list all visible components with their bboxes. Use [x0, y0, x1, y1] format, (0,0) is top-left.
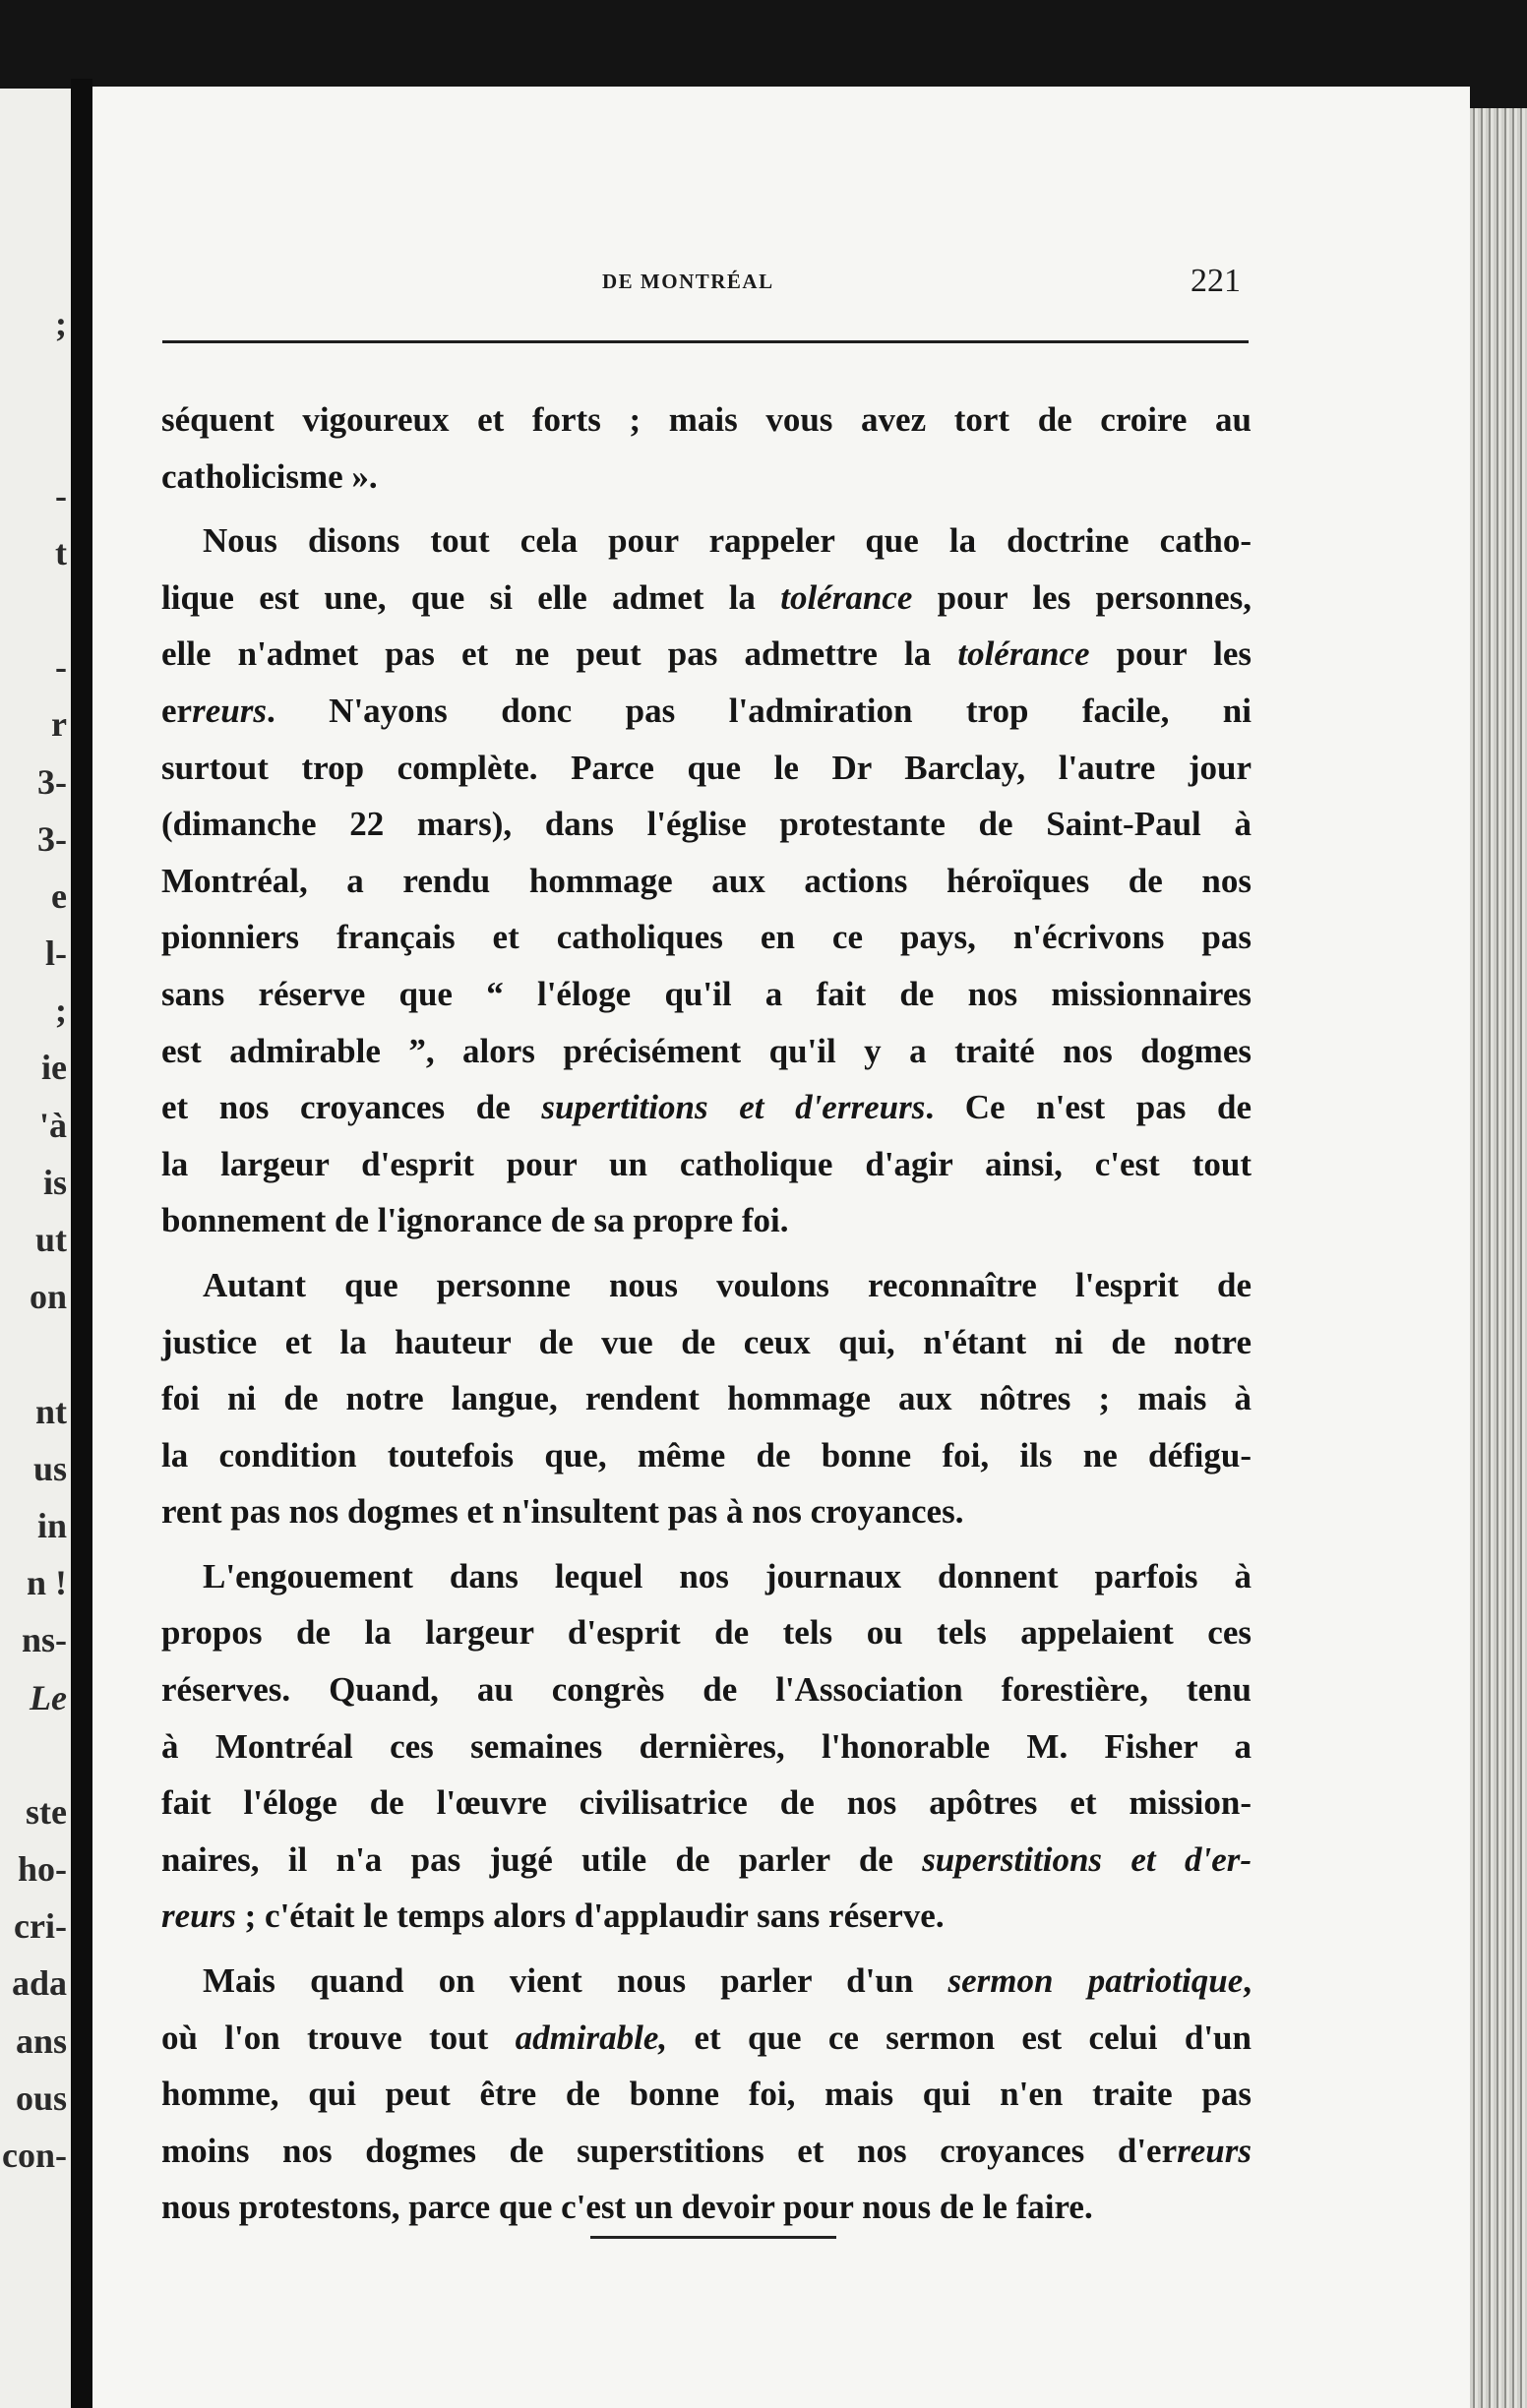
paragraph	[161, 1953, 1252, 2236]
text-line: la largeur d'esprit pour un catholique d'agir ainsi, c'est tout	[161, 1144, 1252, 1183]
text-line: rent pas nos dogmes et n'insultent pas à nos croyances.	[161, 1492, 964, 1532]
facing-page-fragment: ut	[34, 1220, 67, 1259]
facing-page-fragment: e	[51, 875, 67, 916]
facing-page-fragment	[0, 1325, 71, 1382]
facing-page-fragment	[0, 581, 71, 638]
text-line: et nos croyances de supertitions et d'erreurs. Ce n'est pas de	[161, 1088, 1252, 1127]
facing-page-fragment: ;	[55, 991, 67, 1031]
text-line: pionniers français et catholiques en ce pays, n'écrivons pas	[161, 918, 1252, 957]
page-number: 221	[1191, 263, 1241, 299]
page-stack-edges	[1470, 108, 1527, 2408]
facing-page-fragment: ns-	[21, 1620, 67, 1660]
facing-page-fragment: con-	[2, 2136, 67, 2175]
text-line: bonnement de l'ignorance de sa propre foi.	[161, 1201, 789, 1240]
facing-page-fragment: 3-	[37, 761, 67, 802]
facing-page-fragment: cri-	[14, 1906, 67, 1947]
facing-page-fragment	[0, 409, 71, 466]
text-line: à Montréal ces semaines dernières, l'honorable M. Fisher a	[161, 1726, 1252, 1766]
text-line: lique est une, que si elle admet la tolérance pour les personnes,	[161, 577, 1252, 617]
facing-page-fragment: l-	[45, 933, 67, 974]
facing-page-edge	[0, 89, 71, 2408]
body-text	[161, 391, 1252, 2236]
paragraph	[161, 512, 1252, 1249]
facing-page-fragment: in	[36, 1505, 67, 1545]
text-line: Nous disons tout cela pour rappeler que la doctrine catho-	[203, 521, 1252, 561]
text-line: propos de la largeur d'esprit de tels ou tels appelaient ces	[161, 1613, 1252, 1653]
end-rule	[590, 2236, 836, 2239]
text-line: la condition toutefois que, même de bonne foi, ils ne défigu-	[161, 1435, 1252, 1475]
facing-page-fragment: nt	[34, 1391, 67, 1431]
facing-page-fragment: -	[55, 647, 67, 688]
text-line: réserves. Quand, au congrès de l'Association forestière, tenu	[161, 1670, 1252, 1710]
text-line: (dimanche 22 mars), dans l'église protestante de Saint-Paul à	[161, 805, 1252, 844]
paragraph	[161, 391, 1252, 505]
text-line: elle n'admet pas et ne peut pas admettre la tolérance pour les	[161, 634, 1252, 674]
text-line: est admirable ”, alors précisément qu'il y a traité nos dogmes	[161, 1031, 1252, 1070]
paragraph	[161, 1548, 1252, 1945]
text-line: fait l'éloge de l'œuvre civilisatrice de nos apôtres et mission-	[161, 1783, 1252, 1823]
facing-page-text	[0, 295, 71, 2184]
paragraph	[161, 1257, 1252, 1540]
facing-page-fragment	[0, 352, 71, 409]
book-gutter	[71, 79, 92, 2408]
text-line: catholicisme ».	[161, 456, 378, 496]
text-line: Montréal, a rendu hommage aux actions héroïques de nos	[161, 861, 1252, 900]
facing-page-fragment: on	[29, 1277, 67, 1317]
facing-page-fragment: ans	[15, 2020, 67, 2061]
facing-page-fragment: -	[55, 475, 67, 515]
facing-page-fragment: ada	[11, 1963, 67, 2004]
text-line: où l'on trouve tout admirable, et que ce sermon est celui d'un	[161, 2017, 1252, 2057]
facing-page-fragment: us	[32, 1448, 67, 1488]
text-line: erreurs. N'ayons donc pas l'admiration trop facile, ni	[161, 691, 1252, 730]
text-line: foi ni de notre langue, rendent hommage aux nôtres ; mais à	[161, 1379, 1252, 1418]
facing-page-fragment: ous	[15, 2077, 67, 2118]
text-line: moins nos dogmes de superstitions et nos croyances d'erreurs	[161, 2131, 1252, 2170]
text-line: homme, qui peut être de bonne foi, mais qui n'en traite pas	[161, 2075, 1252, 2114]
facing-page-fragment: 'à	[38, 1105, 67, 1145]
text-line: reurs ; c'était le temps alors d'applaudir sans réserve.	[161, 1896, 945, 1936]
facing-page-fragment: ;	[55, 304, 67, 343]
text-line: Mais quand on vient nous parler d'un sermon patriotique,	[203, 1961, 1252, 2001]
facing-page-fragment: Le	[30, 1677, 67, 1717]
text-line: Autant que personne nous voulons reconnaître l'esprit de	[203, 1265, 1252, 1304]
facing-page-fragment: ho-	[17, 1849, 67, 1890]
text-line: séquent vigoureux et forts ; mais vous avez tort de croire au	[161, 400, 1252, 439]
facing-page-fragment: is	[42, 1162, 67, 1202]
facing-page-fragment: ste	[26, 1791, 67, 1832]
facing-page-fragment: t	[55, 532, 67, 572]
text-line: surtout trop complète. Parce que le Dr Barclay, l'autre jour	[161, 748, 1252, 787]
text-line: nous protestons, parce que c'est un devoir pour nous de le faire.	[161, 2188, 1093, 2227]
facing-page-fragment: n !	[26, 1563, 67, 1603]
text-line: naires, il n'a pas jugé utile de parler de superstitions et d'er-	[161, 1839, 1252, 1879]
facing-page-fragment: 3-	[37, 818, 67, 859]
header-rule	[162, 340, 1249, 343]
facing-page-fragment: ie	[41, 1048, 67, 1088]
facing-page-fragment: r	[51, 704, 67, 745]
facing-page-fragment	[0, 1726, 71, 1783]
text-line: justice et la hauteur de vue de ceux qui, n'étant ni de notre	[161, 1322, 1252, 1361]
text-line: L'engouement dans lequel nos journaux donnent parfois à	[203, 1556, 1252, 1595]
running-head: DE MONTRÉAL	[602, 270, 774, 293]
text-line: sans réserve que “ l'éloge qu'il a fait de nos missionnaires	[161, 974, 1252, 1013]
